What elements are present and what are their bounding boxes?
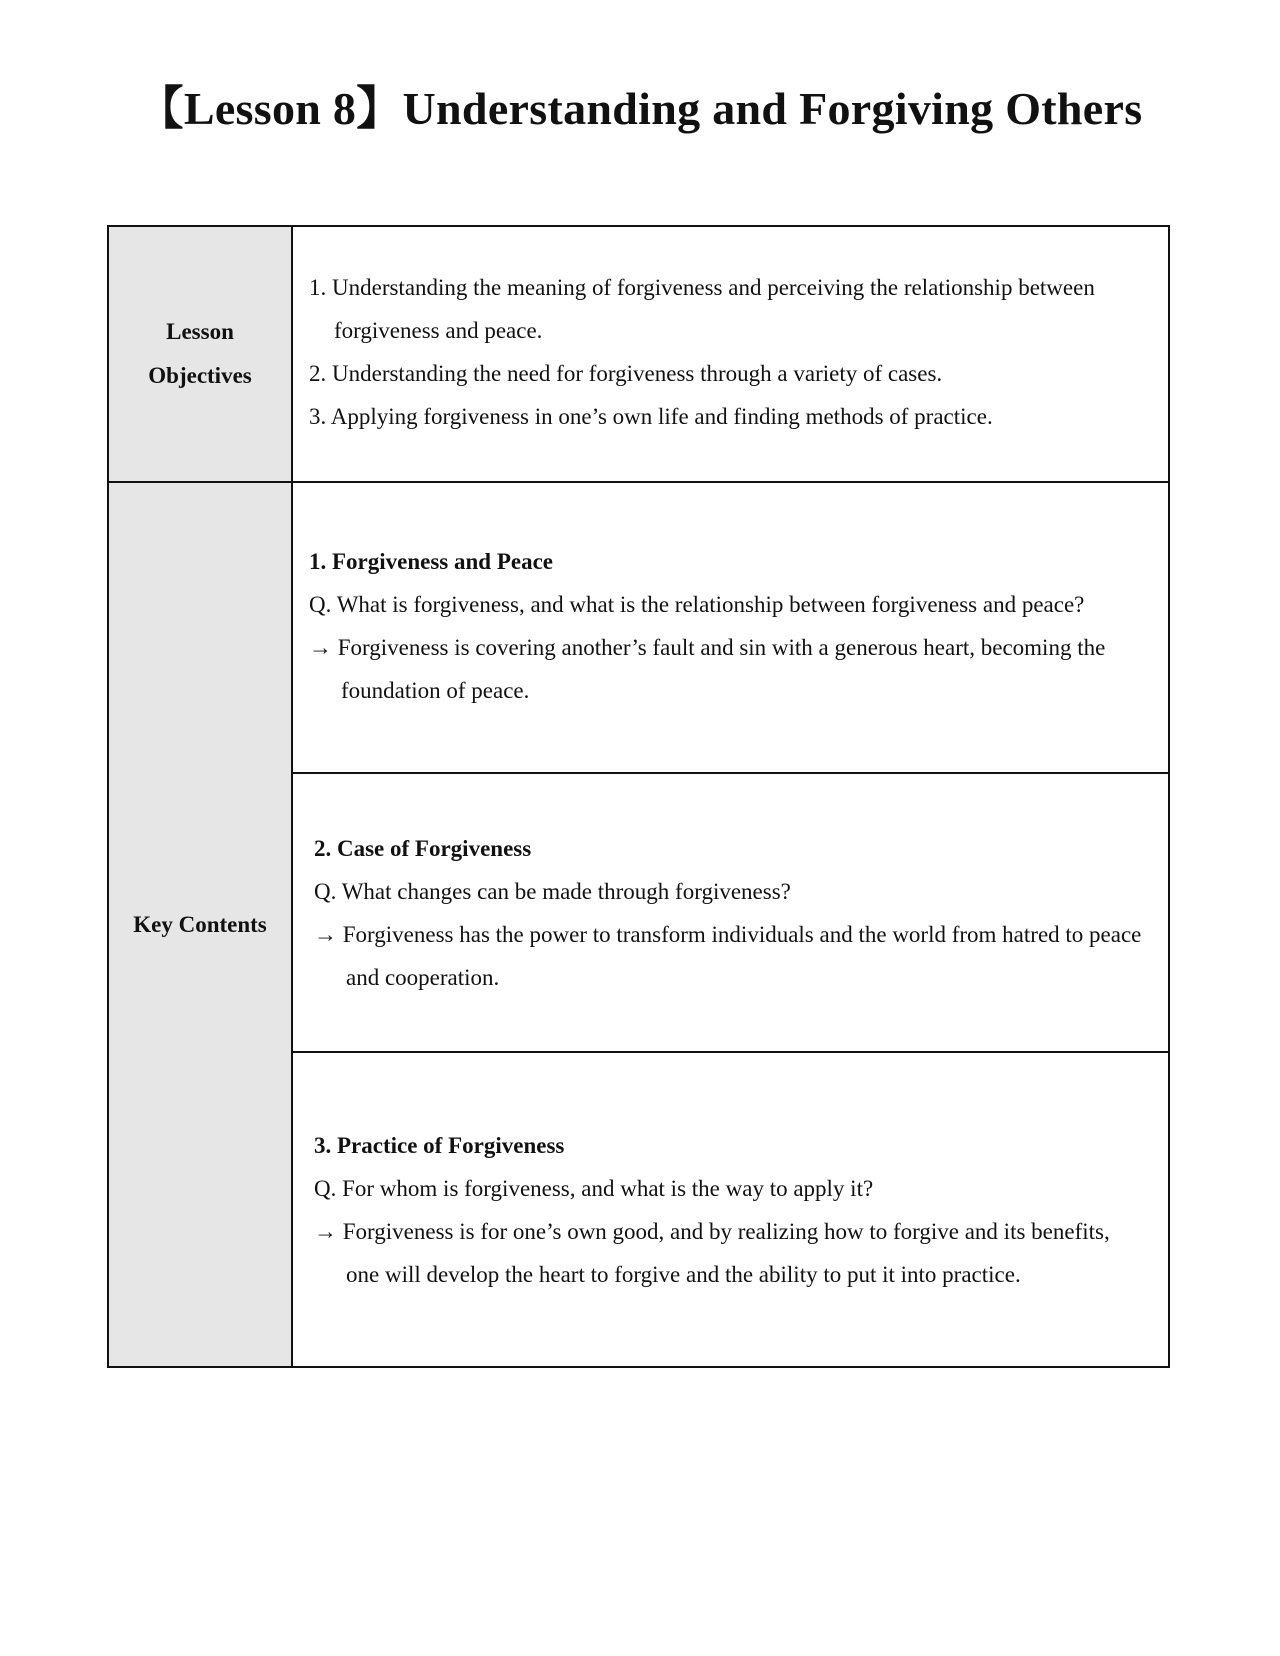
objectives-list xyxy=(293,252,1168,456)
objectives-row xyxy=(108,226,1169,482)
objective-item: 3. Applying forgiveness in one’s own life and finding methods of practice. xyxy=(309,404,993,429)
section-cell xyxy=(292,773,1169,1052)
key-contents-label-cell xyxy=(108,482,292,1367)
section-block xyxy=(293,526,1168,730)
objectives-content-cell xyxy=(292,226,1169,482)
section-cell xyxy=(292,482,1169,773)
section-block xyxy=(293,827,1168,999)
section-answer: → Forgiveness is covering another’s fault and sin with a generous heart, becoming the foundation of peace. xyxy=(309,634,1106,703)
objective-item: 2. Understanding the need for forgiveness through a variety of cases. xyxy=(309,361,943,386)
section-answer: → Forgiveness is for one’s own good, and by realizing how to forgive and its benefits, one will develop the heart to forgive and the ability to put it into practice. xyxy=(314,1218,1110,1287)
objectives-label-line1: Lesson xyxy=(166,319,234,344)
section-heading: 3. Practice of Forgiveness xyxy=(314,1132,565,1158)
section-answer: → Forgiveness has the power to transform individuals and the world from hatred to peace and cooperation. xyxy=(314,921,1142,990)
section-question: Q. What is forgiveness, and what is the relationship between forgiveness and peace? xyxy=(309,591,1085,617)
objectives-label-line2: Objectives xyxy=(148,363,252,388)
objective-item: 1. Understanding the meaning of forgiveness and perceiving the relationship between forgiveness and peace. xyxy=(309,275,1095,343)
objectives-label-cell xyxy=(108,226,292,482)
lesson-table xyxy=(107,225,1170,1368)
key-contents-label: Key Contents xyxy=(133,911,267,937)
section-cell xyxy=(292,1052,1169,1367)
section-heading: 1. Forgiveness and Peace xyxy=(309,548,554,574)
section-heading: 2. Case of Forgiveness xyxy=(314,835,532,861)
section-block xyxy=(293,1124,1168,1296)
page-title: 【Lesson 8】Understanding and Forgiving Others xyxy=(137,83,1143,134)
section-question: Q. For whom is forgiveness, and what is the way to apply it? xyxy=(314,1175,874,1201)
section-row xyxy=(108,482,1169,773)
section-question: Q. What changes can be made through forgiveness? xyxy=(314,878,791,904)
